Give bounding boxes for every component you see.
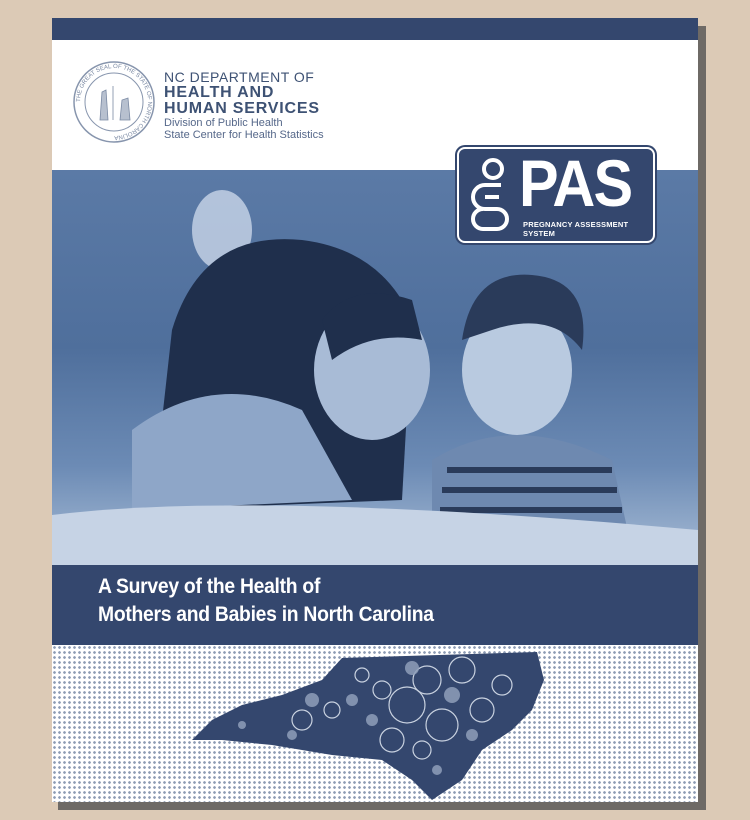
dept-line2: HEALTH AND: [164, 84, 275, 101]
dept-line1: NC DEPARTMENT OF: [164, 69, 315, 85]
center-name: State Center for Health Statistics: [164, 129, 324, 141]
top-bar: [52, 18, 698, 40]
title-line2: Mothers and Babies in North Carolina: [98, 603, 434, 626]
dot-pattern-area: [52, 645, 698, 802]
title-band: [52, 565, 698, 645]
department-name: [164, 70, 324, 141]
svg-text:THE GREAT SEAL OF THE STATE OF: THE GREAT SEAL OF THE STATE OF NORTH CAROLINA: [75, 63, 153, 141]
dept-line3: HUMAN SERVICES: [164, 100, 320, 117]
title-line1: A Survey of the Health of: [98, 575, 321, 598]
logo-subtitle: PREGNANCY ASSESSMENT SYSTEM: [523, 220, 629, 238]
north-carolina-map: [182, 650, 552, 800]
report-cover: [52, 18, 698, 802]
logo-acronym: PAS: [519, 146, 632, 220]
header: [52, 40, 698, 238]
division-name: Division of Public Health: [164, 117, 283, 129]
nc-seal-logo: [72, 60, 156, 144]
mother-baby-icon: [463, 151, 523, 239]
prams-logo: [457, 147, 655, 243]
